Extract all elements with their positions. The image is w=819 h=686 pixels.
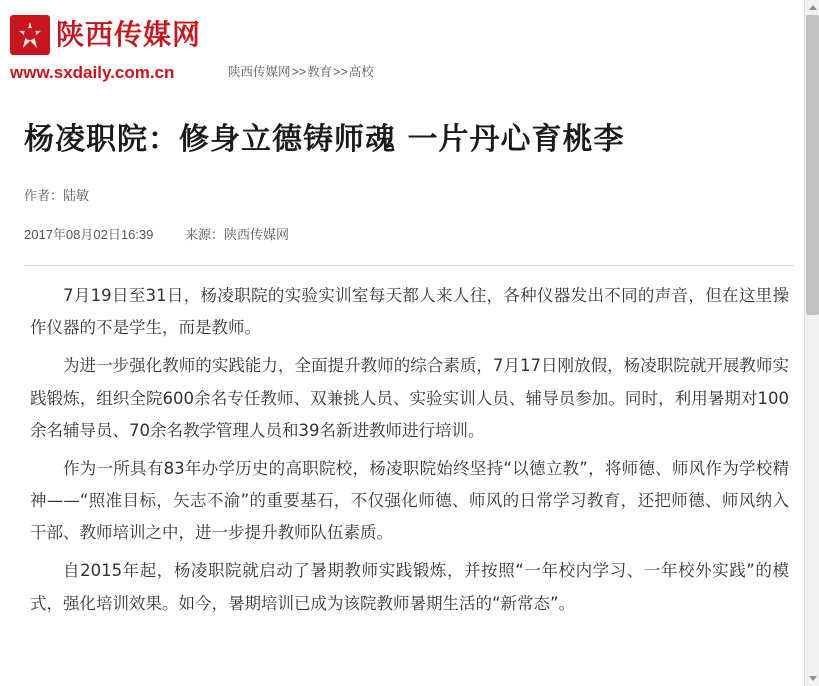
scroll-down-arrow-icon[interactable] (805, 671, 819, 686)
breadcrumb (228, 62, 374, 80)
article-author: 作者：陆敏 (24, 188, 90, 203)
article-paragraph: 自2015年起，杨凌职院就启动了暑期教师实践锻炼，并按照“一年校内学习、一年校外实践”的模式，强化培训效果。如今，暑期培训已成为该院教师暑期生活的“新常态”。 (30, 561, 789, 613)
scroll-up-arrow-icon[interactable] (805, 0, 819, 15)
article-paragraph: 为进一步强化教师的实践能力，全面提升教师的综合素质，7月17日刚放假，杨凌职院就开展教师实践锻炼，组织全院600余名专任教师、双兼挑人员、实验实训人员、辅导员参加。同时，利用暑期对100余名辅导员、70余名教学管理人员和39名新进教师进行培训。 (30, 356, 789, 440)
breadcrumb-item-1[interactable]: 教育 (307, 65, 333, 79)
logo-row (10, 14, 210, 56)
logo-text: 陕西传媒网 (56, 18, 202, 51)
article-body (0, 266, 819, 620)
article-meta (24, 224, 795, 243)
page-scrollbar[interactable] (804, 0, 819, 686)
article-paragraph: 7月19日至31日，杨凌职院的实验实训室每天都人来人往，各种仪器发出不同的声音，但在这里操作仪器的不是学生，而是教师。 (30, 286, 789, 338)
article-source: 来源：陕西传媒网 (185, 227, 290, 242)
breadcrumb-item-2[interactable]: 高校 (348, 65, 374, 79)
article-paragraph: 作为一所具有83年办学历史的高职院校，杨凌职院始终坚持“以德立教”，将师德、师风作为学校精神——“照准目标，矢志不渝”的重要基石，不仅强化师德、师风的日常学习教育，还把师德、师风纳入干部、教师培训之中，进一步提升教师队伍素质。 (30, 458, 789, 543)
page-title: 杨凌职院：修身立德铸师魂 一片丹心育桃李 (24, 122, 625, 157)
breadcrumb-separator-1: >> (333, 65, 348, 79)
breadcrumb-separator-0: >> (291, 65, 307, 79)
breadcrumb-item-0[interactable]: 陕西传媒网 (228, 65, 291, 79)
logo-url: www.sxdaily.com.cn (10, 63, 175, 82)
star-flame-icon (10, 15, 50, 55)
article-timestamp: 2017年08月02日16:39 (24, 227, 154, 242)
scrollbar-thumb[interactable] (806, 15, 819, 315)
article-header (0, 96, 819, 243)
site-logo[interactable] (10, 14, 210, 83)
site-header (0, 0, 819, 96)
